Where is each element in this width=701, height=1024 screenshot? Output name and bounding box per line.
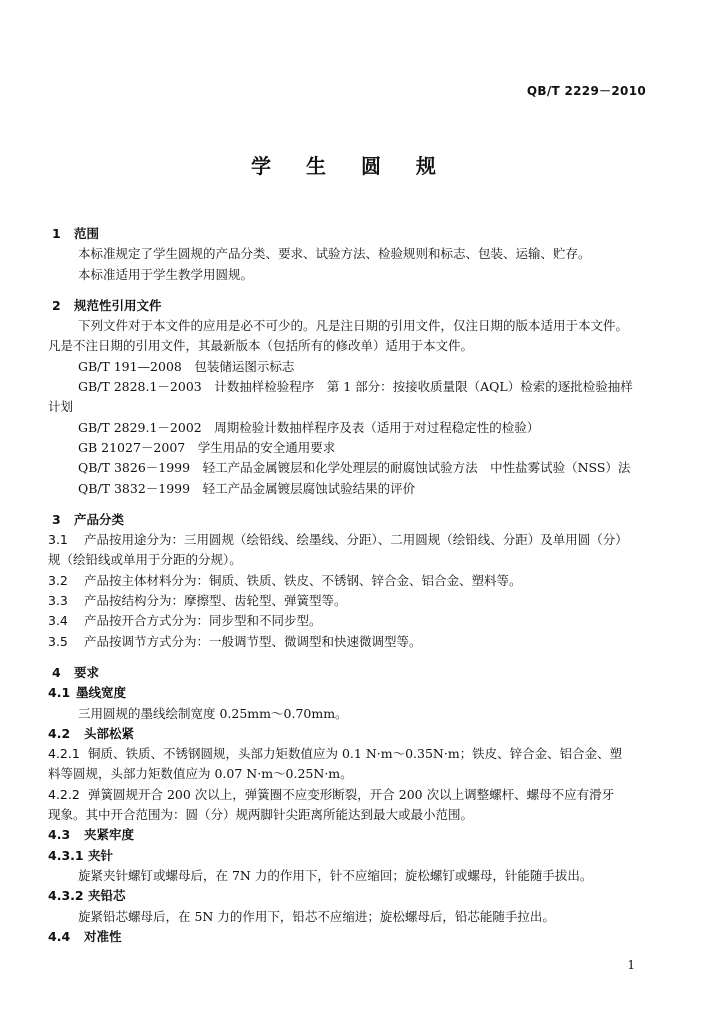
standard-code: QB/T 2229－2010 (526, 84, 646, 98)
page-number: 1 (627, 958, 635, 972)
section-4-heading: 4 要求 (52, 664, 100, 680)
section-2-paragraph-line-1: 下列文件对于本文件的应用是必不可少的。凡是注日期的引用文件，仅注日期的版本适用于本文件。 (78, 318, 629, 334)
clause-4-2-1-continuation: 料等圆规，头部力矩数值应为 0.07 N·m～0.25N·m。 (48, 766, 353, 782)
clause-3-5: 3.5 产品按调节方式分为：一般调节型、微调型和快速微调型等。 (48, 633, 422, 649)
clause-4-1-text: 三用圆规的墨线绘制宽度 0.25mm～0.70mm。 (78, 705, 348, 721)
clause-4-2-1: 4.2.1 铜质、铁质、不锈钢圆规，头部力矩数值应为 0.1 N·m～0.35N·m；铁皮、锌合金、铝合金、塑 (48, 746, 623, 762)
section-2-heading: 2 规范性引用文件 (52, 297, 162, 313)
reference-item-continuation: 计划 (48, 399, 74, 415)
clause-3-3: 3.3 产品按结构分为：摩擦型、齿轮型、弹簧型等。 (48, 593, 347, 609)
reference-item: GB/T 2828.1－2003 计数抽样检验程序 第 1 部分：按接收质量限（AQL）检索的逐批检验抽样 (78, 379, 633, 395)
section-1-paragraph-2: 本标准适用于学生教学用圆规。 (78, 266, 254, 282)
clause-4-1-heading: 4.1 墨线宽度 (48, 685, 127, 701)
clause-4-2-heading: 4.2 头部松紧 (48, 725, 135, 741)
reference-item: QB/T 3826－1999 轻工产品金属镀层和化学处理层的耐腐蚀试验方法 中性盐雾试验（NSS）法 (78, 460, 631, 476)
clause-4-3-2-heading: 4.3.2 夹铅芯 (48, 888, 126, 904)
reference-item: QB/T 3832－1999 轻工产品金属镀层腐蚀试验结果的评价 (78, 480, 416, 496)
clause-3-1: 3.1 产品按用途分为：三用圆规（绘铅线、绘墨线、分距）、二用圆规（绘铅线、分距）及单用圆（分） (48, 532, 628, 548)
section-3-heading: 3 产品分类 (52, 511, 125, 527)
document-title: 学 生 圆 规 (251, 154, 450, 178)
clause-3-2: 3.2 产品按主体材料分为：铜质、铁质、铁皮、不锈钢、锌合金、铝合金、塑料等。 (48, 572, 522, 588)
section-1-heading: 1 范围 (52, 226, 100, 241)
clause-4-2-2: 4.2.2 弹簧圆规开合 200 次以上，弹簧圈不应变形断裂，开合 200 次以上调整螺杆、螺母不应有滑牙 (48, 786, 615, 802)
clause-4-3-heading: 4.3 夹紧牢度 (48, 827, 135, 843)
clause-4-3-1-heading: 4.3.1 夹针 (48, 847, 114, 863)
section-2-paragraph-line-2: 凡是不注日期的引用文件，其最新版本（包括所有的修改单）适用于本文件。 (48, 338, 474, 354)
clause-4-3-1-text: 旋紧夹针螺钉或螺母后，在 7N 力的作用下，针不应缩回；旋松螺钉或螺母，针能随手拔出。 (78, 867, 593, 883)
clause-3-1-continuation: 规（绘铅线或单用于分距的分规）。 (48, 552, 242, 568)
document-body (48, 224, 650, 947)
clause-4-3-2-text: 旋紧铅芯螺母后，在 5N 力的作用下，铅芯不应缩进；旋松螺母后，铅芯能随手拉出。 (78, 908, 555, 924)
section-1-paragraph-1: 本标准规定了学生圆规的产品分类、要求、试验方法、检验规则和标志、包装、运输、贮存。 (78, 246, 591, 262)
reference-item: GB/T 2829.1－2002 周期检验计数抽样程序及表（适用于对过程稳定性的检验） (78, 419, 540, 435)
reference-item: GB 21027－2007 学生用品的安全通用要求 (78, 439, 336, 455)
clause-4-4-heading: 4.4 对准性 (48, 928, 122, 944)
clause-4-2-2-continuation: 现象。其中开合范围为：圆（分）规两脚针尖距离所能达到最大或最小范围。 (48, 807, 474, 823)
reference-item: GB/T 191—2008 包装储运图示标志 (78, 358, 295, 374)
clause-3-4: 3.4 产品按开合方式分为：同步型和不同步型。 (48, 613, 322, 629)
